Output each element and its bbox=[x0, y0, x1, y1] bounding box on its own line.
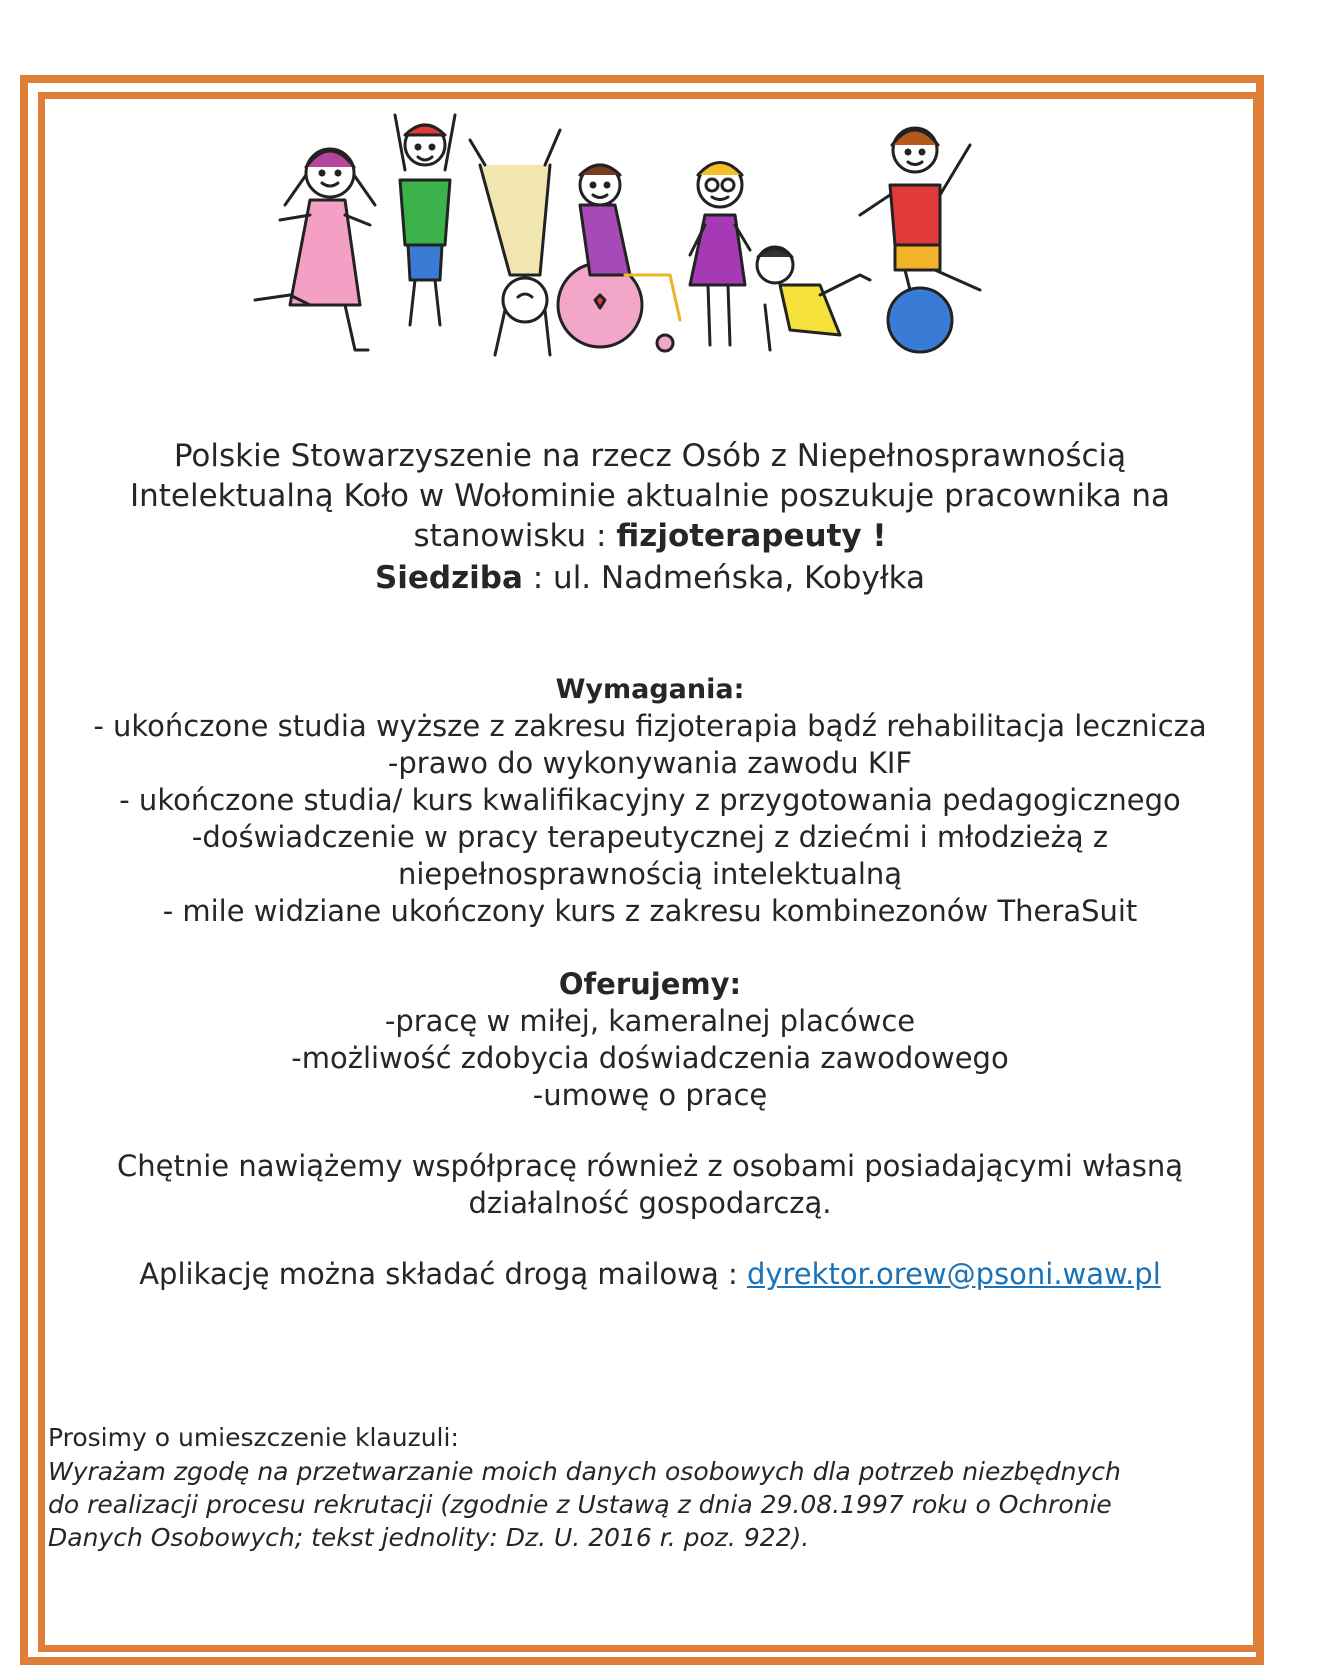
requirement-item: -doświadczenie w pracy terapeutycznej z dziećmi i młodzieżą z bbox=[191, 820, 1109, 854]
clause-line: do realizacji procesu rekrutacji (zgodnie z Ustawą z dnia 29.08.1997 roku o Ochronie bbox=[48, 1490, 1112, 1519]
girl-pink-dress-figure bbox=[255, 149, 375, 350]
boy-on-ball-figure bbox=[860, 128, 980, 352]
application-text: Aplikację można składać drogą mailową : bbox=[139, 1257, 747, 1291]
intro-line-3 bbox=[50, 516, 1250, 556]
job-position: fizjoterapeuty ! bbox=[616, 518, 887, 554]
offer-list bbox=[50, 1003, 1250, 1114]
cooperation-line-1: Chętnie nawiążemy współpracę również z osobami posiadającymi własną bbox=[117, 1149, 1183, 1183]
intro-line-2: Intelektualną Koło w Wołominie aktualnie poszukuje pracownika na bbox=[129, 478, 1171, 514]
requirement-item: - mile widziane ukończony kurs z zakresu kombinezonów TheraSuit bbox=[162, 894, 1138, 928]
requirement-item: - ukończone studia/ kurs kwalifikacyjny z przygotowania pedagogicznego bbox=[119, 783, 1181, 817]
headquarters-value: : ul. Nadmeńska, Kobyłka bbox=[522, 560, 926, 596]
cooperation-line-2: działalność gospodarczą. bbox=[468, 1186, 832, 1220]
girl-with-glasses-figure bbox=[690, 163, 750, 346]
clause-line: Wyrażam zgodę na przetwarzanie moich danych osobowych dla potrzeb niezbędnych bbox=[48, 1457, 1121, 1486]
headquarters-label: Siedziba bbox=[374, 560, 523, 596]
requirements-title: Wymagania: bbox=[555, 674, 745, 705]
cooperation-paragraph bbox=[50, 1148, 1250, 1222]
intro-line-3-prefix: stanowisku : bbox=[413, 518, 617, 554]
offer-item: -możliwość zdobycia doświadczenia zawodowego bbox=[291, 1041, 1009, 1075]
boy-green-shirt-figure bbox=[395, 115, 455, 325]
requirements-list bbox=[50, 708, 1250, 930]
consent-clause bbox=[48, 1455, 1243, 1554]
girl-yellow-dress-figure bbox=[757, 247, 870, 350]
intro-line-1: Polskie Stowarzyszenie na rzecz Osób z Niepełnosprawnością bbox=[173, 438, 1127, 474]
wheelchair-girl-figure bbox=[558, 165, 680, 351]
offer-item: -pracę w miłej, kameralnej placówce bbox=[384, 1004, 916, 1038]
requirement-item: niepełnosprawnością intelektualną bbox=[397, 857, 903, 891]
children-illustration bbox=[250, 105, 1000, 380]
requirement-item: -prawo do wykonywania zawodu KIF bbox=[387, 746, 913, 780]
requirement-item: - ukończone studia wyższe z zakresu fizjoterapia bądź rehabilitacja lecznicza bbox=[93, 709, 1207, 743]
intro-paragraph bbox=[50, 436, 1250, 556]
clause-heading: Prosimy o umieszczenie klauzuli: bbox=[48, 1423, 459, 1452]
offer-title: Oferujemy: bbox=[558, 967, 742, 1001]
application-line bbox=[50, 1256, 1250, 1293]
headquarters-line bbox=[50, 558, 1250, 598]
clause-line: Danych Osobowych; tekst jednolity: Dz. U. 2016 r. poz. 922). bbox=[48, 1523, 810, 1552]
handstand-child-figure bbox=[470, 130, 560, 355]
email-link[interactable]: dyrektor.orew@psoni.waw.pl bbox=[746, 1257, 1161, 1291]
offer-item: -umowę o pracę bbox=[532, 1078, 768, 1112]
